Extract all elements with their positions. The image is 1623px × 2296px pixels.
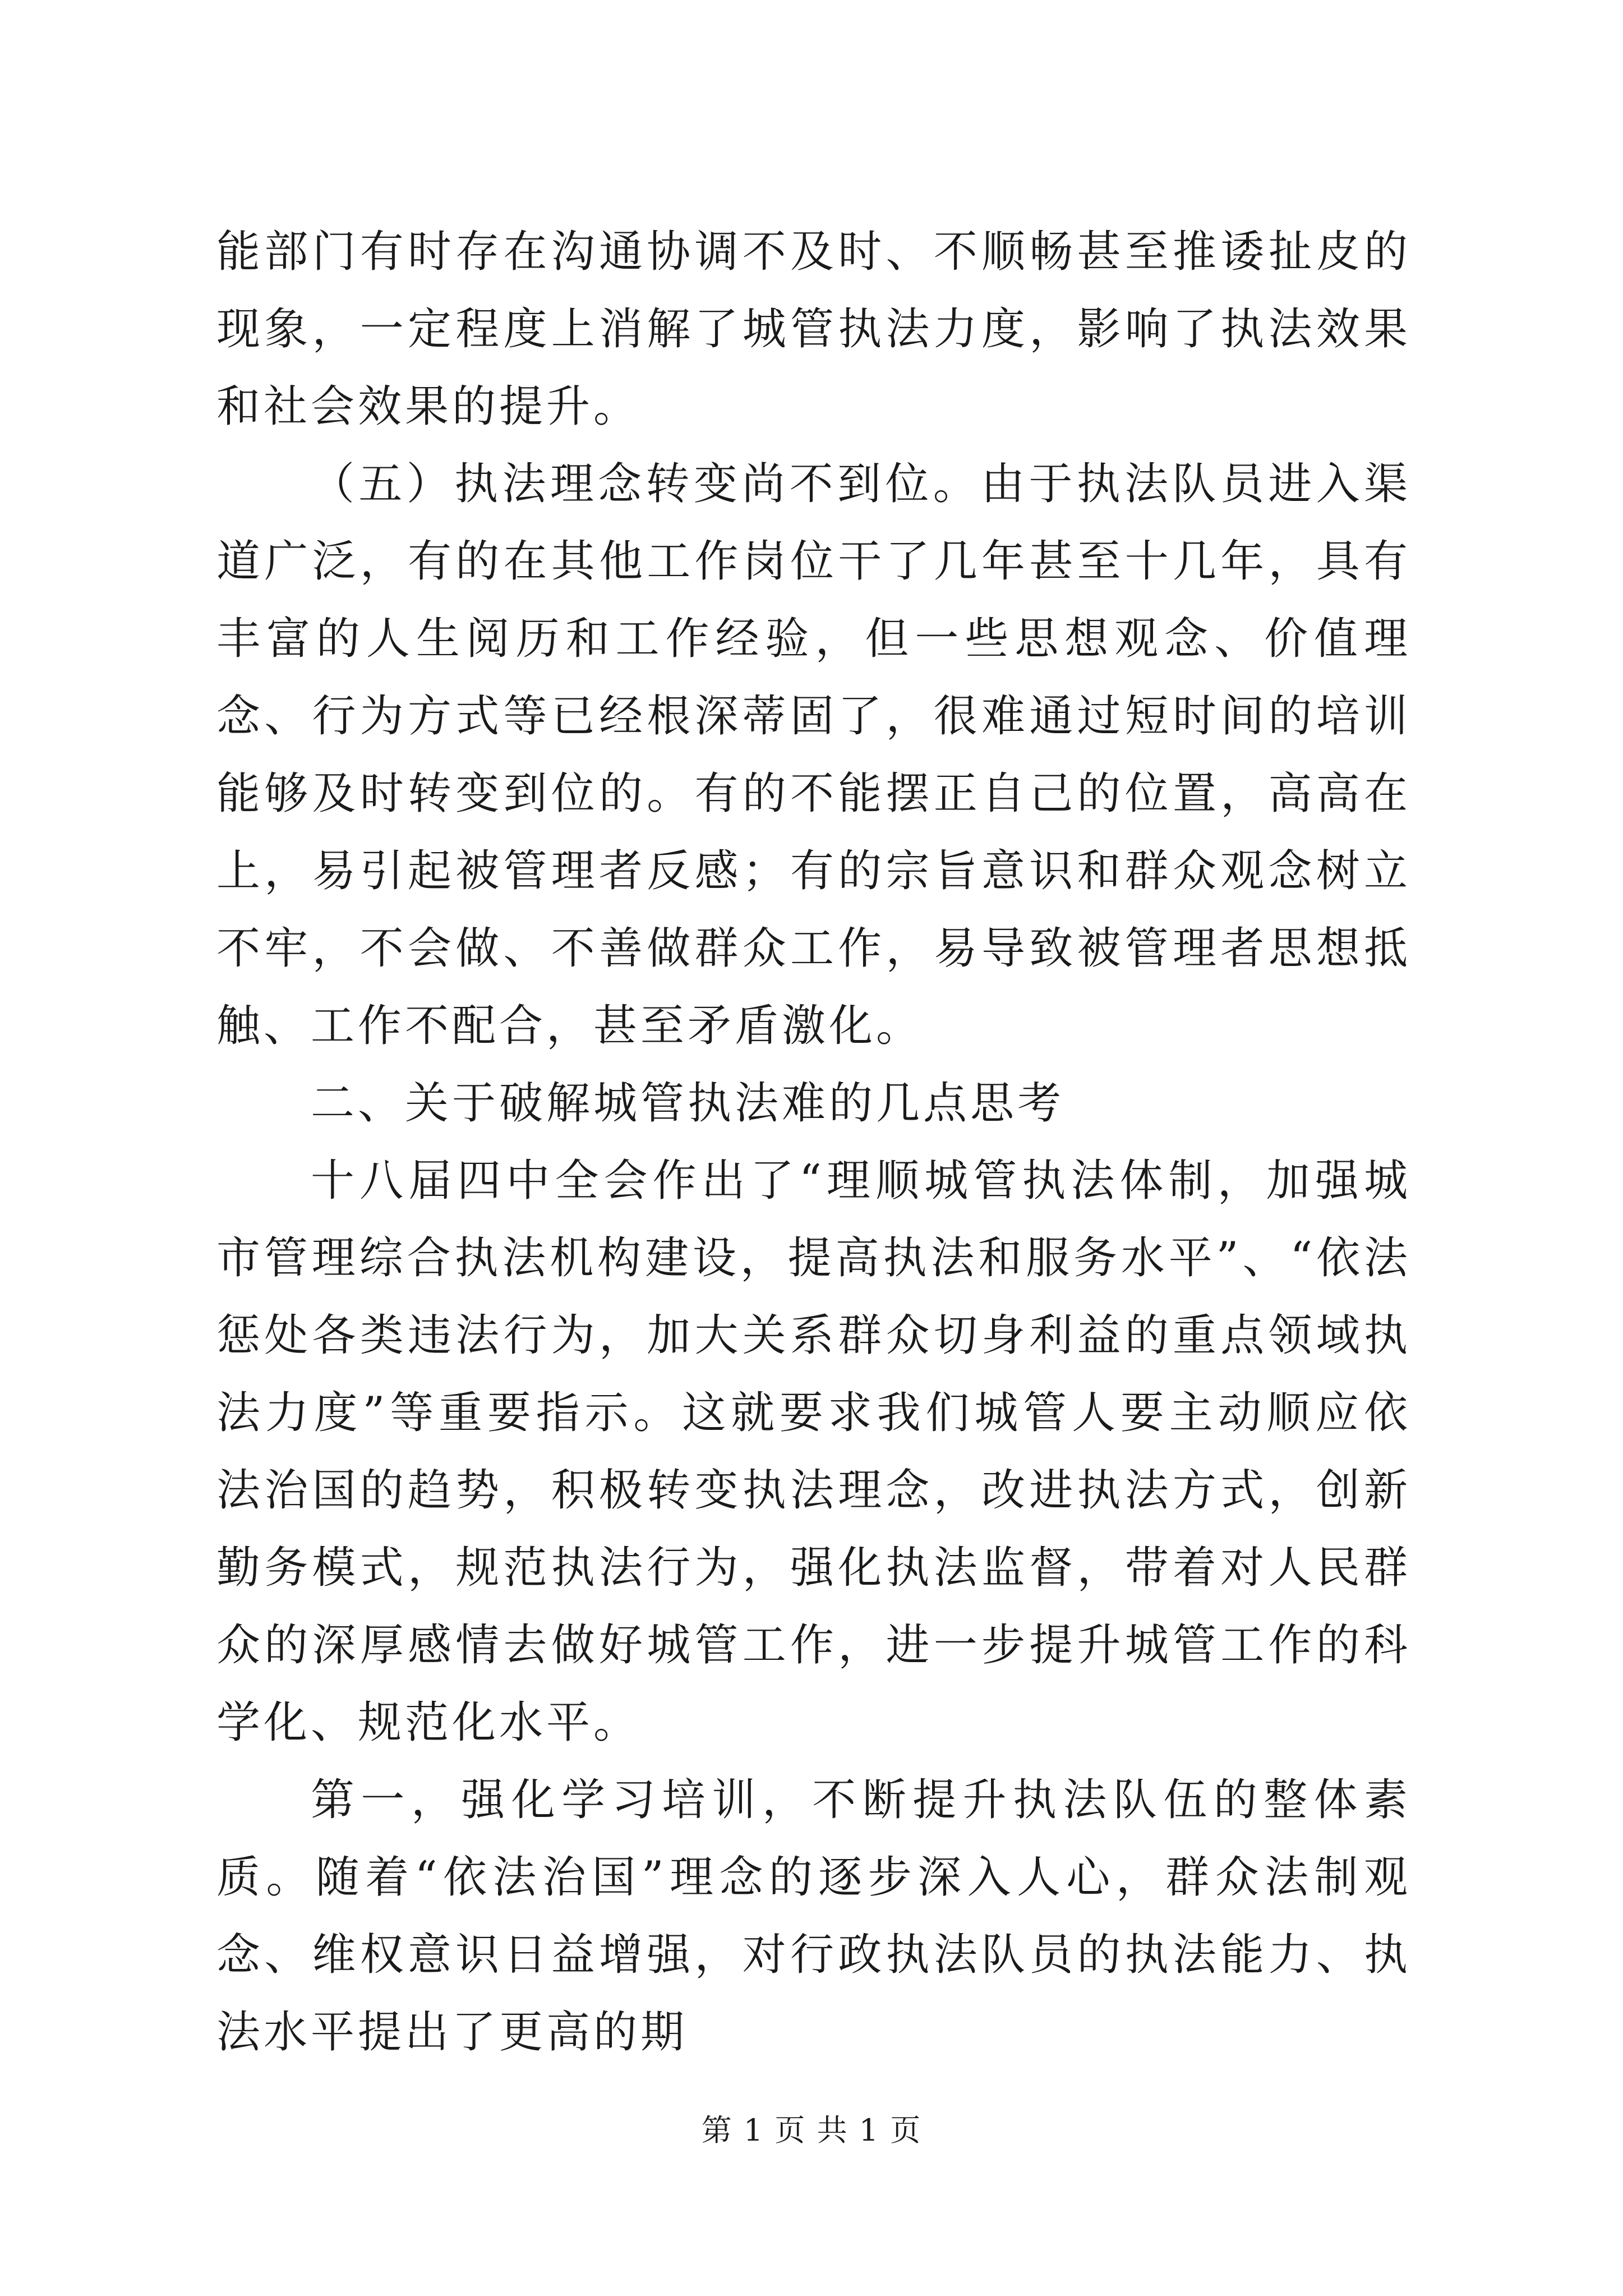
paragraph-1: 能部门有时存在沟通协调不及时、不顺畅甚至推诿扯皮的现象，一定程度上消解了城管执法力度，影响了执法效果和社会效果的提升。	[216, 227, 1411, 432]
paragraph-2: （五）执法理念转变尚不到位。由于执法队员进入渠道广泛，有的在其他工作岗位干了几年甚至十几年，具有丰富的人生阅历和工作经验，但一些思想观念、价值理念、行为方式等已经根深蒂固了，很难通过短时间的培训能够及时转变到位的。有的不能摆正自己的位置，高高在上，易引起被管理者反感；有的宗旨意识和群众观念树立不牢，不会做、不善做群众工作，易导致被管理者思想抵触、工作不配合，甚至矛盾激化。	[216, 459, 1411, 1051]
paragraph-4: 第一，强化学习培训，不断提升执法队伍的整体素质。随着“依法治国”理念的逐步深入人心，群众法制观念、维权意识日益增强，对行政执法队员的执法能力、执法水平提出了更高的期	[216, 1775, 1411, 2058]
page-footer: 第 1 页 共 1 页	[701, 2113, 922, 2148]
section-heading: 二、关于破解城管执法难的几点思考	[311, 1078, 1065, 1129]
paragraph-3: 十八届四中全会作出了“理顺城管执法体制，加强城市管理综合执法机构建设，提高执法和服务水平”、“依法惩处各类违法行为，加大关系群众切身利益的重点领域执法力度”等重要指示。这就要求我们城管人要主动顺应依法治国的趋势，积极转变执法理念，改进执法方式，创新勤务模式，规范执法行为，强化执法监督，带着对人民群众的深厚感情去做好城管工作，进一步提升城管工作的科学化、规范化水平。	[216, 1156, 1411, 1748]
document-body	[216, 213, 1411, 2071]
